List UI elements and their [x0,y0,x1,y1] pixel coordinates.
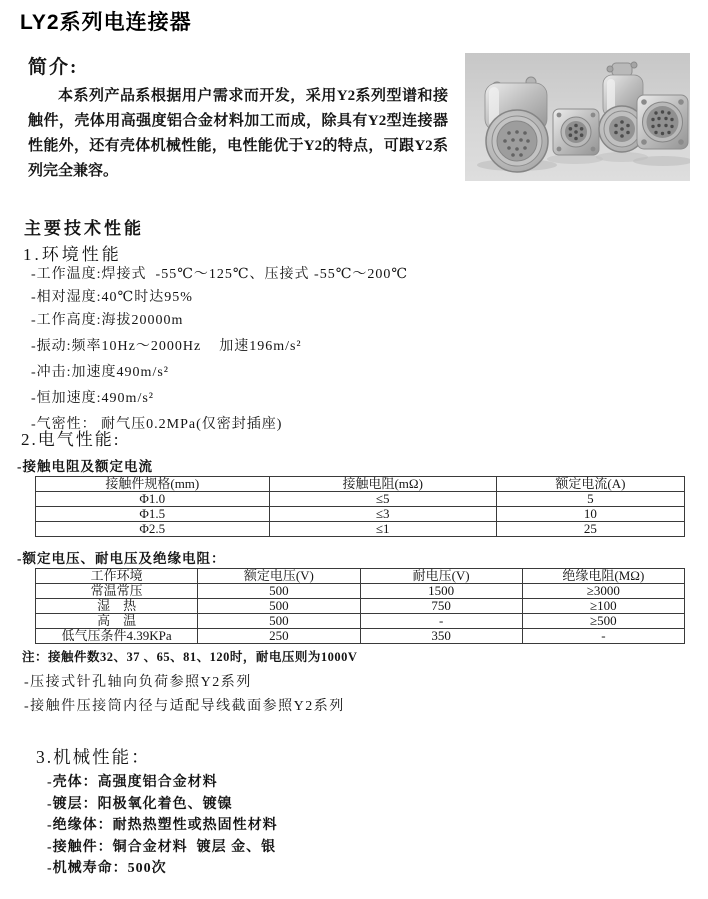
list-item: -工作高度:海拔20000m [31,313,184,328]
table-cell: Φ1.0 [36,492,270,507]
voltage-table-label: -额定电压、耐电压及绝缘电阻： [17,551,226,566]
list-item: -振动:频率10Hz～2000Hz 加速196m/s² [31,339,302,354]
table-cell: 5 [496,492,684,507]
table-cell: - [360,614,522,629]
list-item: -接触件：铜合金材料 镀层 金、银 [47,839,277,855]
mech-performance-list [47,772,278,880]
table-cell: ≤1 [269,522,496,537]
list-item: -机械寿命：500次 [47,861,167,876]
table-cell: - [522,629,684,644]
table-cell: 1500 [360,584,522,599]
page-title: LY2系列电连接器 [20,11,192,34]
column-header: 额定电流(A) [496,477,684,492]
column-header: 接触电阻(mΩ) [269,477,496,492]
mech-performance-heading: 3.机械性能： [36,747,151,767]
list-item: -相对湿度:40℃时达95% [31,290,193,305]
table-cell: 250 [198,629,360,644]
connector-square-socket-small [553,109,599,155]
column-header: 耐电压(V) [360,569,522,584]
table-cell: 10 [496,507,684,522]
list-item: -镀层：阳极氧化着色、镀镍 [47,796,233,812]
table-row [36,629,685,644]
table-row [36,614,685,629]
table-cell: ≤3 [269,507,496,522]
list-item: -绝缘体：耐热热塑性或热固性材料 [47,818,278,833]
table-row [36,584,685,599]
table-row [36,507,685,522]
list-item: -冲击:加速度490m/s² [31,365,169,380]
table-cell: Φ1.5 [36,507,270,522]
table-cell: 低气压条件4.39KPa [36,629,198,644]
table-cell: ≥500 [522,614,684,629]
reference-lines [24,671,345,719]
table-cell: 500 [198,584,360,599]
list-item: -工作温度:焊接式 -55℃～125℃、压接式 -55℃～200℃ [31,267,409,282]
table-row [36,522,685,537]
table-row [36,599,685,614]
table-footnote: 注：接触件数32、37 、65、81、120时，耐电压则为1000V [22,650,358,664]
column-header: 绝缘电阻(MΩ) [522,569,684,584]
table-cell: 500 [198,599,360,614]
table-header-row [36,477,685,492]
list-item: -恒加速度:490m/s² [31,391,154,406]
table-cell: 高 温 [36,614,198,629]
column-header: 额定电压(V) [198,569,360,584]
table-cell: ≥100 [522,599,684,614]
list-item: -气密性： 耐气压0.2MPa(仅密封插座) [31,417,283,432]
tech-performance-heading: 主要技术性能 [24,219,144,238]
env-performance-list [31,263,408,436]
elec-performance-heading: 2.电气性能: [21,430,121,449]
table-row [36,492,685,507]
table-cell: ≥3000 [522,584,684,599]
connectors-photo-graphic [465,53,690,181]
connectors-photo [465,53,690,181]
intro-paragraph: 本系列产品系根据用户需求而开发，采用Y2系列型谱和接触件，壳体用高强度铝合金材料加工而成，除具有Y2型连接器性能外，还有壳体机械性能，电性能优于Y2的特点，可跟Y2系列完全兼容。 [28,88,448,179]
reference-line: -压接式针孔轴向负荷参照Y2系列 [24,675,252,690]
connector-round-plug-large [485,77,548,172]
env-performance-heading: 1.环境性能 [23,245,122,264]
voltage-insulation-table [35,568,685,644]
table-cell: 常温常压 [36,584,198,599]
column-header: 工作环境 [36,569,198,584]
table-cell: 500 [198,614,360,629]
table-cell: 湿 热 [36,599,198,614]
column-header: 接触件规格(mm) [36,477,270,492]
table-cell: 25 [496,522,684,537]
contact-resistance-table [35,476,685,537]
connector-square-socket-large [637,95,688,149]
table-cell: 750 [360,599,522,614]
table-cell: ≤5 [269,492,496,507]
table-cell: Φ2.5 [36,522,270,537]
table-cell: 350 [360,629,522,644]
list-item: -壳体：高强度铝合金材料 [47,775,218,790]
intro-heading: 简介: [28,57,79,78]
table-header-row [36,569,685,584]
reference-line: -接触件压接筒内径与适配导线截面参照Y2系列 [24,699,345,714]
contact-resistance-table-label: -接触电阻及额定电流 [17,459,153,474]
